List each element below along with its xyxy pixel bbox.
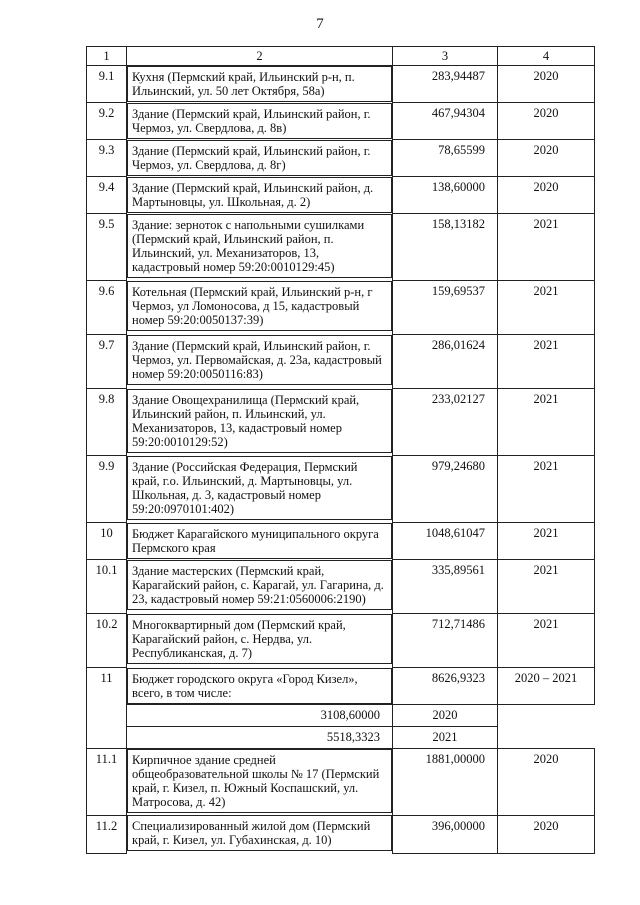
row-amount: 3108,60000 <box>127 704 393 726</box>
table-row <box>87 456 595 523</box>
header-row <box>87 47 595 66</box>
page-number: 7 <box>316 16 324 32</box>
table-row <box>87 726 595 748</box>
table-row <box>87 103 595 140</box>
table-row <box>87 177 595 214</box>
row-description: Кирпичное здание средней общеобразовательной школы № 17 (Пермский край, г. Кизел, п. Южный Коспашский, ул. Матросова, д. 42) <box>127 749 392 813</box>
row-year: 2021 <box>498 335 595 389</box>
table-row <box>87 140 595 177</box>
row-description: Здание мастерских (Пермский край, Карагайский район, с. Карагай, ул. Гагарина, д. 23, кадастровый номер 59:21:0560006:2190) <box>127 560 392 610</box>
row-amount: 158,13182 <box>393 214 498 281</box>
row-amount: 8626,9323 <box>393 668 498 705</box>
table-row <box>87 214 595 281</box>
row-amount: 233,02127 <box>393 389 498 456</box>
row-number: 11.2 <box>87 815 127 853</box>
row-year: 2021 <box>498 281 595 335</box>
row-amount: 396,00000 <box>393 815 498 853</box>
table-row <box>87 748 595 815</box>
row-year: 2021 <box>498 523 595 560</box>
row-number: 9.2 <box>87 103 127 140</box>
row-amount: 138,60000 <box>393 177 498 214</box>
row-amount: 283,94487 <box>393 66 498 103</box>
header-cell-2: 2 <box>127 47 393 66</box>
row-number: 9.6 <box>87 281 127 335</box>
row-number: 9.1 <box>87 66 127 103</box>
row-amount: 1048,61047 <box>393 523 498 560</box>
row-amount: 1881,00000 <box>393 748 498 815</box>
row-description: Здание (Пермский край, Ильинский район, г. Чермоз, ул. Первомайская, д. 23а, кадастровый номер 59:20:0050116:83) <box>127 335 392 385</box>
header-cell-3: 3 <box>393 47 498 66</box>
table-row <box>87 523 595 560</box>
row-description: Здание (Пермский край, Ильинский район, д. Мартыновцы, ул. Школьная, д. 2) <box>127 177 392 213</box>
row-number: 9.5 <box>87 214 127 281</box>
row-amount: 712,71486 <box>393 614 498 668</box>
table-row <box>87 66 595 103</box>
row-year: 2020 <box>498 815 595 853</box>
row-year: 2021 <box>498 560 595 614</box>
row-year: 2020 <box>498 66 595 103</box>
row-year: 2020 <box>498 177 595 214</box>
row-amount: 467,94304 <box>393 103 498 140</box>
row-description: Здание (Пермский край, Ильинский район, г. Чермоз, ул. Свердлова, д. 8г) <box>127 140 392 176</box>
row-description: Кухня (Пермский край, Ильинский р-н, п. Ильинский, ул. 50 лет Октября, 58а) <box>127 66 392 102</box>
row-amount: 5518,3323 <box>127 726 393 748</box>
table-row <box>87 335 595 389</box>
row-amount: 159,69537 <box>393 281 498 335</box>
row-number: 9.4 <box>87 177 127 214</box>
row-number: 11.1 <box>87 748 127 815</box>
row-year: 2020 – 2021 <box>498 668 595 705</box>
row-year: 2021 <box>498 456 595 523</box>
row-description: Котельная (Пермский край, Ильинский р-н, г Чермоз, ул Ломоносова, д 15, кадастровый номер 59:20:0050137:39) <box>127 281 392 331</box>
header-cell-4: 4 <box>498 47 595 66</box>
table-row <box>87 281 595 335</box>
row-year: 2021 <box>498 214 595 281</box>
row-year: 2020 <box>498 748 595 815</box>
row-description: Бюджет Карагайского муниципального округа Пермского края <box>127 523 392 559</box>
row-number: 11 <box>87 668 127 749</box>
row-number: 9.7 <box>87 335 127 389</box>
row-description: Здание Овощехранилища (Пермский край, Ильинский район, п. Ильинский, ул. Механизаторов, 13, кадастровый номер 59:20:0010129:52) <box>127 389 392 453</box>
row-amount: 979,24680 <box>393 456 498 523</box>
row-number: 9.8 <box>87 389 127 456</box>
table-row <box>87 815 595 853</box>
row-amount: 286,01624 <box>393 335 498 389</box>
row-description: Бюджет городского округа «Город Кизел», всего, в том числе: <box>127 668 392 704</box>
table-row <box>87 668 595 705</box>
row-year: 2020 <box>498 140 595 177</box>
row-description: Здание (Пермский край, Ильинский район, г. Чермоз, ул. Свердлова, д. 8в) <box>127 103 392 139</box>
row-year: 2021 <box>498 614 595 668</box>
table-row <box>87 389 595 456</box>
row-description: Здание (Российская Федерация, Пермский край, г.о. Ильинский, д. Мартыновцы, ул. Школьная, д. 3, кадастровый номер 59:20:0970101:402) <box>127 456 392 520</box>
row-number: 10 <box>87 523 127 560</box>
row-year: 2021 <box>498 389 595 456</box>
row-number: 10.1 <box>87 560 127 614</box>
table-row <box>87 704 595 726</box>
row-number: 10.2 <box>87 614 127 668</box>
table-row <box>87 560 595 614</box>
row-number: 9.9 <box>87 456 127 523</box>
row-year: 2021 <box>393 726 498 748</box>
property-table <box>86 46 595 854</box>
row-amount: 78,65599 <box>393 140 498 177</box>
row-number: 9.3 <box>87 140 127 177</box>
row-description: Специализированный жилой дом (Пермский край, г. Кизел, ул. Губахинская, д. 10) <box>127 815 392 851</box>
header-cell-1: 1 <box>87 47 127 66</box>
row-year: 2020 <box>498 103 595 140</box>
row-description: Многоквартирный дом (Пермский край, Карагайский район, с. Нердва, ул. Республиканская, д. 7) <box>127 614 392 664</box>
row-year: 2020 <box>393 704 498 726</box>
row-description: Здание: зерноток с напольными сушилками (Пермский край, Ильинский район, п. Ильинский, ул. Механизаторов, 13, кадастровый номер 59:20:0010129:45) <box>127 214 392 278</box>
table-row <box>87 614 595 668</box>
row-amount: 335,89561 <box>393 560 498 614</box>
